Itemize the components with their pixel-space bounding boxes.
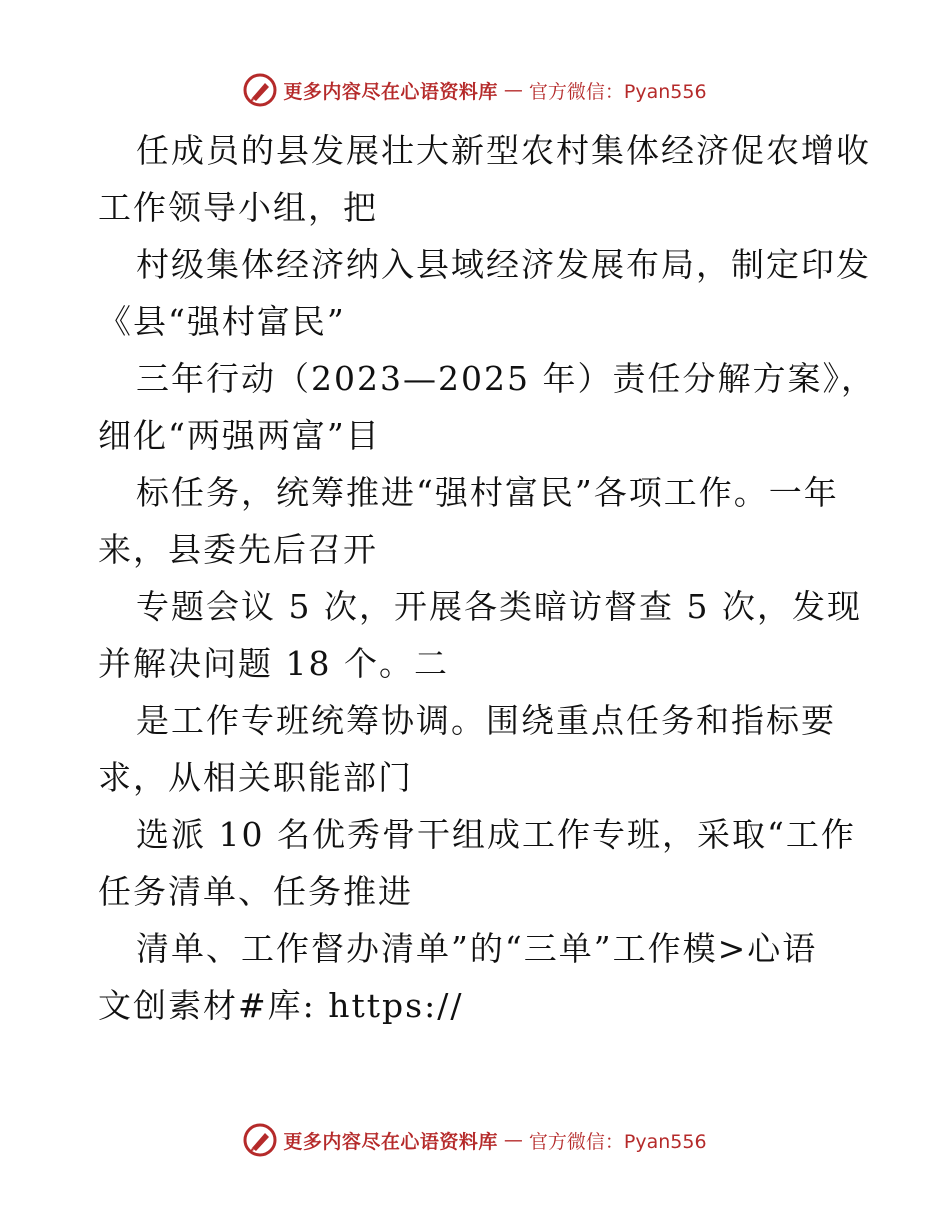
body-text xyxy=(98,122,898,1034)
text-line: 文创素材#库: https:// xyxy=(98,986,464,1025)
text-line: 求，从相关职能部门 xyxy=(98,758,413,797)
watermark-wechat-text: 官方微信：Pyan556 xyxy=(528,80,707,103)
text-line: 任成员的县发展壮大新型农村集体经济促农增收 xyxy=(136,131,871,170)
text-line: 是工作专班统筹协调。围绕重点任务和指标要 xyxy=(136,701,836,740)
footer-watermark xyxy=(0,1120,950,1160)
text-line: 专题会议 5 次，开展各类暗访督查 5 次，发现 xyxy=(136,587,862,626)
text-line: 来，县委先后召开 xyxy=(98,530,378,569)
watermark-wechat-text: 官方微信：Pyan556 xyxy=(528,1130,707,1153)
text-line: 任务清单、任务推进 xyxy=(98,872,413,911)
header-watermark xyxy=(0,70,950,110)
watermark-dash: — xyxy=(503,1129,523,1151)
pen-logo-icon xyxy=(243,73,277,107)
text-line: 标任务，统筹推进“强村富民”各项工作。一年 xyxy=(136,473,839,512)
text-line: 细化“两强两富”目 xyxy=(98,416,381,455)
text-line: 并解决问题 18 个。二 xyxy=(98,644,449,683)
pen-logo-icon xyxy=(243,1123,277,1157)
watermark-dash: — xyxy=(503,79,523,101)
text-line: 《县“强村富民” xyxy=(98,302,346,341)
text-line: 村级集体经济纳入县域经济发展布局，制定印发 xyxy=(136,245,871,284)
text-line: 三年行动（2023—2025 年）责任分解方案》， xyxy=(136,359,876,398)
watermark-main-text: 更多内容尽在心语资料库 xyxy=(283,80,498,103)
text-line: 选派 10 名优秀骨干组成工作专班，采取“工作 xyxy=(136,815,856,854)
watermark-main-text: 更多内容尽在心语资料库 xyxy=(283,1130,498,1153)
text-line: 清单、工作督办清单”的“三单”工作模>心语 xyxy=(136,929,818,968)
text-line: 工作领导小组，把 xyxy=(98,188,378,227)
